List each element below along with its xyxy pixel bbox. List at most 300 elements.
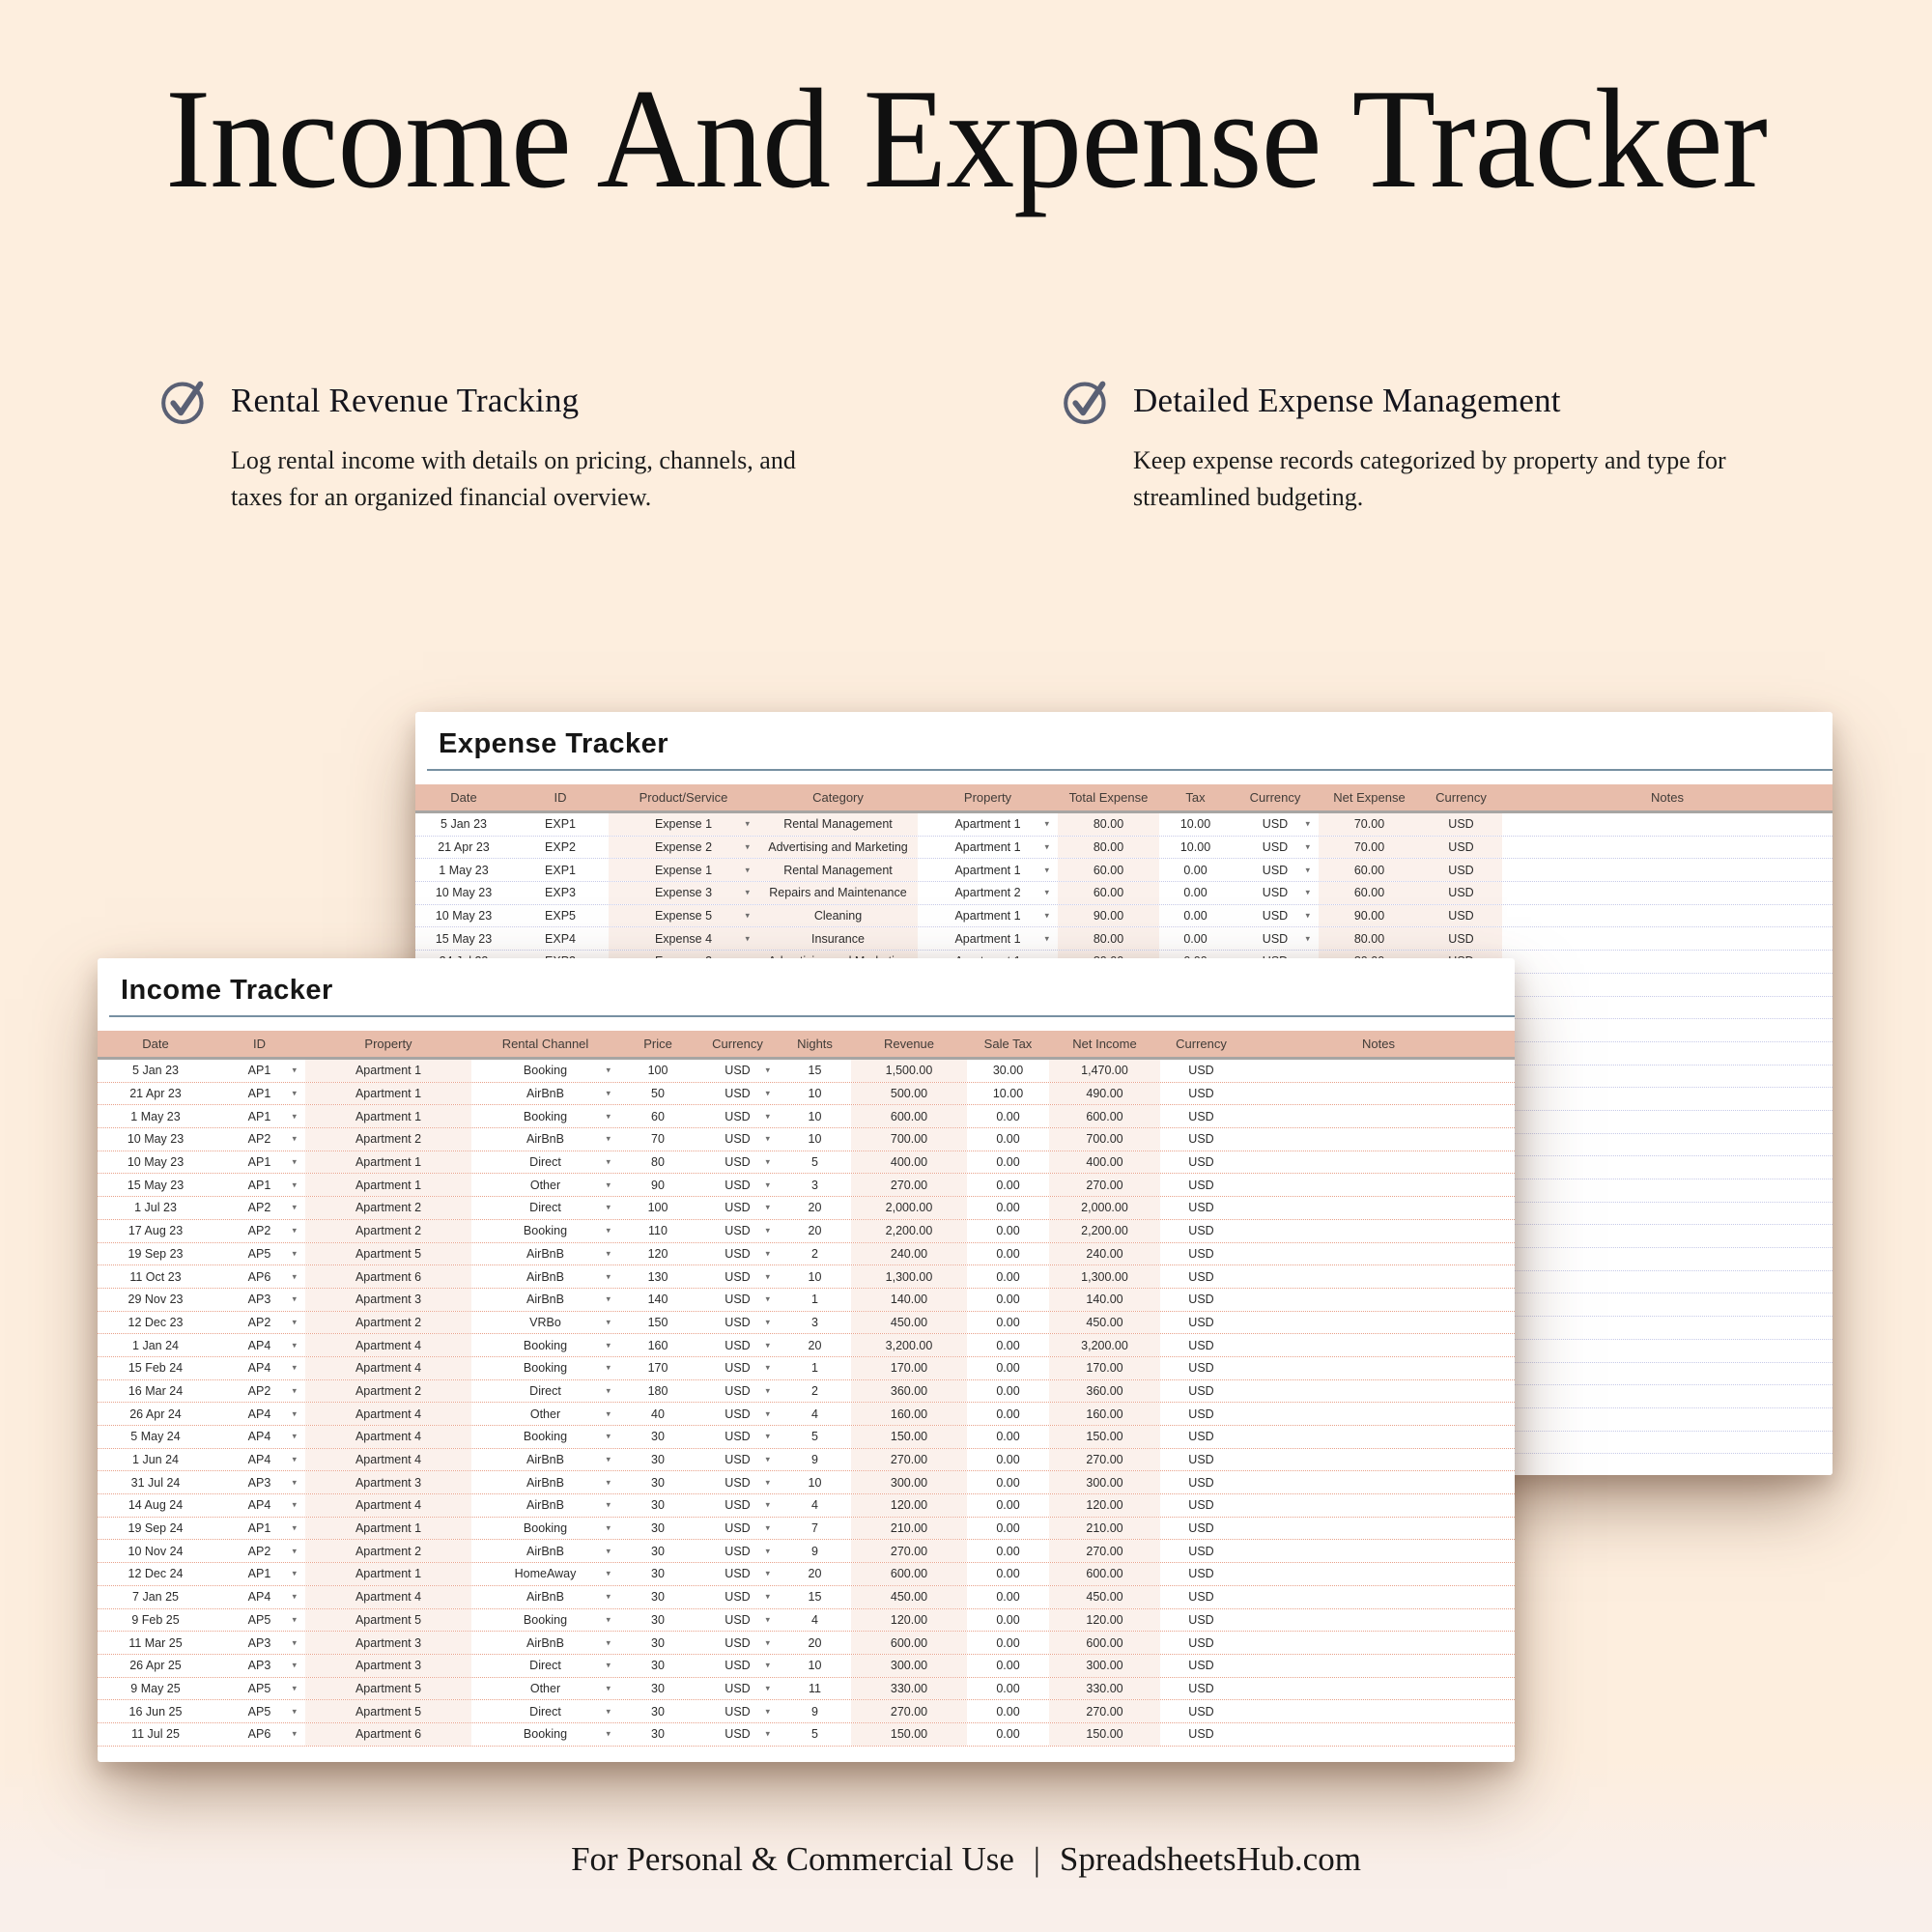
- table-cell: [619, 1243, 696, 1265]
- cell-value: 40: [651, 1406, 665, 1421]
- cell-value: Booking: [523, 1521, 568, 1536]
- dropdown-arrow-icon[interactable]: ▾: [292, 1270, 297, 1281]
- table-cell: [1160, 1243, 1242, 1265]
- dropdown-arrow-icon[interactable]: ▾: [606, 1591, 611, 1602]
- cell-value: 0.00: [996, 1246, 1020, 1261]
- cell-value: 2: [811, 1383, 818, 1398]
- cell-value: 0.00: [1183, 931, 1208, 946]
- cell-value: 11 Mar 25: [128, 1635, 183, 1650]
- dropdown-arrow-icon[interactable]: ▾: [606, 1156, 611, 1167]
- cell-value: 270.00: [890, 1544, 928, 1558]
- table-cell: [779, 1357, 851, 1379]
- table-cell: [779, 1334, 851, 1356]
- table-cell: [851, 1151, 967, 1174]
- table-cell: [1049, 1220, 1160, 1242]
- dropdown-arrow-icon[interactable]: ▾: [606, 1111, 611, 1122]
- dropdown-arrow-icon[interactable]: ▾: [765, 1499, 770, 1510]
- cell-value: Apartment 1: [954, 863, 1021, 877]
- cell-value: Direct: [529, 1704, 561, 1719]
- dropdown-arrow-icon[interactable]: ▾: [1305, 818, 1310, 829]
- cell-value: AP3: [247, 1293, 271, 1307]
- cell-value: 0.00: [996, 1155, 1020, 1170]
- table-cell: [213, 1151, 305, 1174]
- table-cell: [967, 1060, 1049, 1082]
- cell-value: AP2: [247, 1383, 271, 1398]
- dropdown-arrow-icon[interactable]: ▾: [765, 1065, 770, 1075]
- cell-value: 130: [647, 1269, 668, 1284]
- table-cell: [1049, 1312, 1160, 1334]
- table-cell: [851, 1586, 967, 1608]
- cell-value: 140.00: [890, 1293, 928, 1307]
- dropdown-arrow-icon[interactable]: ▾: [292, 1179, 297, 1190]
- table-cell: [213, 1678, 305, 1700]
- table-cell: [1242, 1357, 1515, 1379]
- dropdown-arrow-icon[interactable]: ▾: [1305, 841, 1310, 852]
- dropdown-arrow-icon[interactable]: ▾: [292, 1499, 297, 1510]
- dropdown-arrow-icon[interactable]: ▾: [1044, 818, 1049, 829]
- cell-value: 270.00: [1086, 1453, 1123, 1467]
- dropdown-arrow-icon[interactable]: ▾: [765, 1522, 770, 1533]
- dropdown-arrow-icon[interactable]: ▾: [765, 1683, 770, 1693]
- table-cell: [415, 837, 512, 859]
- dropdown-arrow-icon[interactable]: ▾: [606, 1065, 611, 1075]
- table-cell: [1420, 813, 1502, 836]
- table-cell: [1242, 1334, 1515, 1356]
- dropdown-arrow-icon[interactable]: ▾: [765, 1133, 770, 1144]
- dropdown-arrow-icon[interactable]: ▾: [765, 1614, 770, 1625]
- table-cell: [1420, 927, 1502, 950]
- table-cell: [1160, 1174, 1242, 1196]
- dropdown-arrow-icon[interactable]: ▾: [606, 1362, 611, 1373]
- dropdown-arrow-icon[interactable]: ▾: [1044, 887, 1049, 897]
- table-row: [415, 837, 1833, 860]
- dropdown-arrow-icon[interactable]: ▾: [292, 1339, 297, 1350]
- cell-value: 700.00: [1086, 1132, 1123, 1147]
- cell-value: 10.00: [992, 1087, 1024, 1101]
- table-cell: [98, 1380, 213, 1403]
- table-cell: [1160, 1312, 1242, 1334]
- dropdown-arrow-icon[interactable]: ▾: [292, 1683, 297, 1693]
- table-cell: [98, 1128, 213, 1151]
- table-cell: [609, 859, 758, 881]
- dropdown-arrow-icon[interactable]: ▾: [292, 1660, 297, 1670]
- dropdown-arrow-icon[interactable]: ▾: [606, 1248, 611, 1259]
- dropdown-arrow-icon[interactable]: ▾: [765, 1225, 770, 1236]
- dropdown-arrow-icon[interactable]: ▾: [1305, 933, 1310, 944]
- cell-value: 450.00: [1086, 1590, 1123, 1605]
- table-cell: [851, 1083, 967, 1105]
- cell-value: 29 Nov 23: [128, 1293, 184, 1307]
- cell-value: Booking: [523, 1224, 568, 1238]
- dropdown-arrow-icon[interactable]: ▾: [292, 1407, 297, 1418]
- table-cell: [1242, 1083, 1515, 1105]
- table-row: [415, 927, 1833, 951]
- table-row: [98, 1449, 1515, 1472]
- table-cell: [619, 1380, 696, 1403]
- dropdown-arrow-icon[interactable]: ▾: [765, 1362, 770, 1373]
- cell-value: USD: [1188, 1612, 1214, 1627]
- dropdown-arrow-icon[interactable]: ▾: [606, 1407, 611, 1418]
- dropdown-arrow-icon[interactable]: ▾: [292, 1065, 297, 1075]
- dropdown-arrow-icon[interactable]: ▾: [765, 1728, 770, 1739]
- dropdown-arrow-icon[interactable]: ▾: [745, 841, 750, 852]
- dropdown-arrow-icon[interactable]: ▾: [606, 1317, 611, 1327]
- table-cell: [1160, 1357, 1242, 1379]
- cell-value: 20: [808, 1224, 822, 1238]
- dropdown-arrow-icon[interactable]: ▾: [1044, 865, 1049, 875]
- table-cell: [1049, 1060, 1160, 1082]
- cell-value: 9: [811, 1453, 818, 1467]
- table-cell: [851, 1060, 967, 1082]
- footer-site-name: SpreadsheetsHub.com: [1059, 1840, 1361, 1878]
- cell-value: Apartment 4: [355, 1430, 422, 1444]
- dropdown-arrow-icon[interactable]: ▾: [765, 1636, 770, 1647]
- dropdown-arrow-icon[interactable]: ▾: [292, 1477, 297, 1488]
- cell-value: AP4: [247, 1430, 271, 1444]
- dropdown-arrow-icon[interactable]: ▾: [745, 865, 750, 875]
- dropdown-arrow-icon[interactable]: ▾: [606, 1270, 611, 1281]
- dropdown-arrow-icon[interactable]: ▾: [292, 1546, 297, 1556]
- dropdown-arrow-icon[interactable]: ▾: [606, 1728, 611, 1739]
- table-cell: [213, 1563, 305, 1585]
- sheet-title: Income Tracker: [121, 975, 333, 1006]
- table-cell: [967, 1655, 1049, 1677]
- cell-value: 1 May 23: [439, 863, 489, 877]
- dropdown-arrow-icon[interactable]: ▾: [765, 1111, 770, 1122]
- dropdown-arrow-icon[interactable]: ▾: [606, 1133, 611, 1144]
- footer-separator: |: [1033, 1840, 1040, 1878]
- cell-value: 90.00: [1353, 909, 1385, 923]
- table-cell: [471, 1563, 619, 1585]
- cell-value: 360.00: [890, 1383, 928, 1398]
- cell-value: Apartment 6: [355, 1727, 422, 1742]
- table-cell: [305, 1426, 471, 1448]
- cell-value: 5: [811, 1727, 818, 1742]
- cell-value: 30: [651, 1544, 665, 1558]
- cell-value: AirBnB: [526, 1544, 564, 1558]
- cell-value: 90: [651, 1178, 665, 1192]
- dropdown-arrow-icon[interactable]: ▾: [765, 1591, 770, 1602]
- table-cell: [98, 1678, 213, 1700]
- cell-value: 11 Oct 23: [129, 1269, 182, 1284]
- cell-value: 16 Mar 24: [128, 1383, 184, 1398]
- cell-value: USD: [724, 1681, 751, 1695]
- dropdown-arrow-icon[interactable]: ▾: [765, 1088, 770, 1098]
- cell-value: Apartment 5: [355, 1681, 422, 1695]
- table-cell: [967, 1700, 1049, 1722]
- dropdown-arrow-icon[interactable]: ▾: [745, 933, 750, 944]
- table-cell: [619, 1678, 696, 1700]
- dropdown-arrow-icon[interactable]: ▾: [292, 1522, 297, 1533]
- table-cell: [471, 1632, 619, 1654]
- table-cell: [305, 1609, 471, 1632]
- cell-value: USD: [1188, 1681, 1214, 1695]
- dropdown-arrow-icon[interactable]: ▾: [606, 1705, 611, 1716]
- table-cell: [967, 1380, 1049, 1403]
- table-cell: [1502, 927, 1833, 950]
- table-cell: [471, 1174, 619, 1196]
- cell-value: 180: [647, 1383, 668, 1398]
- cell-value: 3,200.00: [885, 1338, 933, 1352]
- dropdown-arrow-icon[interactable]: ▾: [1044, 841, 1049, 852]
- table-cell: [305, 1197, 471, 1219]
- dropdown-arrow-icon[interactable]: ▾: [765, 1431, 770, 1441]
- dropdown-arrow-icon[interactable]: ▾: [765, 1339, 770, 1350]
- dropdown-arrow-icon[interactable]: ▾: [606, 1431, 611, 1441]
- table-cell: [98, 1655, 213, 1677]
- table-cell: [1160, 1678, 1242, 1700]
- table-cell: [1049, 1518, 1160, 1540]
- dropdown-arrow-icon[interactable]: ▾: [606, 1454, 611, 1464]
- table-cell: [1049, 1265, 1160, 1288]
- table-cell: [471, 1083, 619, 1105]
- cell-value: 5 Jan 23: [132, 1064, 179, 1078]
- dropdown-arrow-icon[interactable]: ▾: [606, 1660, 611, 1670]
- cell-value: 60.00: [1353, 863, 1385, 877]
- cell-value: AirBnB: [526, 1635, 564, 1650]
- cell-value: 10: [808, 1269, 822, 1284]
- table-cell: [696, 1151, 779, 1174]
- dropdown-arrow-icon[interactable]: ▾: [1044, 933, 1049, 944]
- dropdown-arrow-icon[interactable]: ▾: [765, 1202, 770, 1212]
- cell-value: 600.00: [890, 1635, 928, 1650]
- dropdown-arrow-icon[interactable]: ▾: [292, 1088, 297, 1098]
- dropdown-arrow-icon[interactable]: ▾: [292, 1156, 297, 1167]
- table-cell: [98, 1151, 213, 1174]
- cell-value: 17 Aug 23: [128, 1224, 184, 1238]
- dropdown-arrow-icon[interactable]: ▾: [606, 1477, 611, 1488]
- dropdown-arrow-icon[interactable]: ▾: [606, 1088, 611, 1098]
- dropdown-arrow-icon[interactable]: ▾: [606, 1339, 611, 1350]
- table-cell: [696, 1334, 779, 1356]
- dropdown-arrow-icon[interactable]: ▾: [606, 1683, 611, 1693]
- table-cell: [779, 1563, 851, 1585]
- table-cell: [305, 1518, 471, 1540]
- table-cell: [967, 1540, 1049, 1562]
- table-cell: [967, 1518, 1049, 1540]
- cell-value: Apartment 1: [954, 931, 1021, 946]
- table-row: [98, 1563, 1515, 1586]
- dropdown-arrow-icon[interactable]: ▾: [745, 910, 750, 921]
- dropdown-arrow-icon[interactable]: ▾: [606, 1225, 611, 1236]
- dropdown-arrow-icon[interactable]: ▾: [765, 1660, 770, 1670]
- cell-value: 0.00: [996, 1406, 1020, 1421]
- cell-value: Expense 1: [654, 817, 713, 832]
- cell-value: 2,000.00: [1081, 1201, 1128, 1215]
- table-cell: [1502, 813, 1833, 836]
- dropdown-arrow-icon[interactable]: ▾: [765, 1156, 770, 1167]
- table-cell: [305, 1174, 471, 1196]
- dropdown-arrow-icon[interactable]: ▾: [292, 1568, 297, 1578]
- dropdown-arrow-icon[interactable]: ▾: [292, 1636, 297, 1647]
- cell-value: AP3: [247, 1659, 271, 1673]
- table-row: [98, 1128, 1515, 1151]
- dropdown-arrow-icon[interactable]: ▾: [292, 1728, 297, 1739]
- table-cell: [696, 1655, 779, 1677]
- dropdown-arrow-icon[interactable]: ▾: [1305, 865, 1310, 875]
- cell-value: 0.00: [996, 1475, 1020, 1490]
- dropdown-arrow-icon[interactable]: ▾: [292, 1454, 297, 1464]
- table-cell: [696, 1632, 779, 1654]
- dropdown-arrow-icon[interactable]: ▾: [292, 1317, 297, 1327]
- table-cell: [213, 1632, 305, 1654]
- cell-value: 0.00: [996, 1544, 1020, 1558]
- dropdown-arrow-icon[interactable]: ▾: [292, 1362, 297, 1373]
- table-cell: [1160, 1334, 1242, 1356]
- table-cell: [1242, 1220, 1515, 1242]
- cell-value: USD: [724, 1383, 751, 1398]
- table-cell: [213, 1334, 305, 1356]
- table-cell: [609, 882, 758, 904]
- table-cell: [1049, 1289, 1160, 1311]
- table-cell: [213, 1060, 305, 1082]
- dropdown-arrow-icon[interactable]: ▾: [292, 1225, 297, 1236]
- cell-value: 5 Jan 23: [440, 817, 487, 832]
- table-cell: [471, 1380, 619, 1403]
- cell-value: 5: [811, 1155, 818, 1170]
- column-header: Currency: [712, 1037, 763, 1051]
- dropdown-arrow-icon[interactable]: ▾: [765, 1179, 770, 1190]
- dropdown-arrow-icon[interactable]: ▾: [765, 1248, 770, 1259]
- dropdown-arrow-icon[interactable]: ▾: [606, 1546, 611, 1556]
- cell-value: 16 Jun 25: [128, 1704, 183, 1719]
- table-cell: [213, 1357, 305, 1379]
- table-cell: [619, 1312, 696, 1334]
- table-cell: [471, 1586, 619, 1608]
- table-cell: [213, 1128, 305, 1151]
- dropdown-arrow-icon[interactable]: ▾: [765, 1385, 770, 1396]
- column-header: ID: [554, 790, 567, 805]
- dropdown-arrow-icon[interactable]: ▾: [606, 1636, 611, 1647]
- table-cell: [779, 1586, 851, 1608]
- dropdown-arrow-icon[interactable]: ▾: [606, 1179, 611, 1190]
- table-cell: [1159, 882, 1232, 904]
- cell-value: 20: [808, 1338, 822, 1352]
- cell-value: 490.00: [1086, 1087, 1123, 1101]
- dropdown-arrow-icon[interactable]: ▾: [292, 1705, 297, 1716]
- cell-value: USD: [724, 1475, 751, 1490]
- column-header: Nights: [797, 1037, 833, 1051]
- table-cell: [213, 1174, 305, 1196]
- dropdown-arrow-icon[interactable]: ▾: [606, 1202, 611, 1212]
- cell-value: USD: [724, 1224, 751, 1238]
- table-cell: [1502, 951, 1833, 973]
- table-cell: [471, 1518, 619, 1540]
- cell-value: Other: [529, 1406, 561, 1421]
- dropdown-arrow-icon[interactable]: ▾: [292, 1111, 297, 1122]
- table-cell: [619, 1174, 696, 1196]
- table-cell: [1160, 1060, 1242, 1082]
- table-cell: [851, 1723, 967, 1746]
- dropdown-arrow-icon[interactable]: ▾: [292, 1431, 297, 1441]
- dropdown-arrow-icon[interactable]: ▾: [1305, 910, 1310, 921]
- cell-value: 31 Jul 24: [130, 1475, 181, 1490]
- dropdown-arrow-icon[interactable]: ▾: [292, 1614, 297, 1625]
- cell-value: 15: [808, 1590, 822, 1605]
- cell-value: 11 Jul 25: [131, 1727, 180, 1742]
- dropdown-arrow-icon[interactable]: ▾: [292, 1293, 297, 1304]
- dropdown-arrow-icon[interactable]: ▾: [606, 1293, 611, 1304]
- cell-value: 400.00: [1086, 1155, 1123, 1170]
- table-cell: [696, 1289, 779, 1311]
- dropdown-arrow-icon[interactable]: ▾: [292, 1133, 297, 1144]
- cell-value: AP5: [247, 1612, 271, 1627]
- cell-value: 11: [809, 1681, 821, 1695]
- table-cell: [305, 1655, 471, 1677]
- table-cell: [1502, 837, 1833, 859]
- cell-value: 12 Dec 23: [128, 1315, 184, 1329]
- cell-value: USD: [724, 1659, 751, 1673]
- cell-value: 0.00: [996, 1132, 1020, 1147]
- dropdown-arrow-icon[interactable]: ▾: [765, 1454, 770, 1464]
- table-cell: [1159, 905, 1232, 927]
- dropdown-arrow-icon[interactable]: ▾: [765, 1293, 770, 1304]
- cell-value: USD: [1188, 1087, 1214, 1101]
- dropdown-arrow-icon[interactable]: ▾: [606, 1385, 611, 1396]
- table-cell: [512, 905, 609, 927]
- cell-value: USD: [724, 1430, 751, 1444]
- cell-value: 2,200.00: [1081, 1224, 1128, 1238]
- cell-value: AP1: [247, 1521, 271, 1536]
- cell-value: USD: [1188, 1338, 1214, 1352]
- table-cell: [758, 837, 918, 859]
- dropdown-arrow-icon[interactable]: ▾: [606, 1614, 611, 1625]
- table-cell: [696, 1128, 779, 1151]
- dropdown-arrow-icon[interactable]: ▾: [765, 1317, 770, 1327]
- cell-value: USD: [724, 1064, 751, 1078]
- table-cell: [1160, 1518, 1242, 1540]
- table-cell: [1160, 1380, 1242, 1403]
- table-cell: [471, 1060, 619, 1082]
- table-cell: [696, 1357, 779, 1379]
- cell-value: 500.00: [890, 1087, 928, 1101]
- dropdown-arrow-icon[interactable]: ▾: [606, 1499, 611, 1510]
- dropdown-arrow-icon[interactable]: ▾: [745, 818, 750, 829]
- table-cell: [213, 1723, 305, 1746]
- table-row: [98, 1357, 1515, 1380]
- dropdown-arrow-icon[interactable]: ▾: [606, 1568, 611, 1578]
- cell-value: 1,300.00: [1081, 1269, 1128, 1284]
- dropdown-arrow-icon[interactable]: ▾: [765, 1407, 770, 1418]
- dropdown-arrow-icon[interactable]: ▾: [765, 1568, 770, 1578]
- dropdown-arrow-icon[interactable]: ▾: [765, 1546, 770, 1556]
- dropdown-arrow-icon[interactable]: ▾: [292, 1591, 297, 1602]
- table-cell: [305, 1128, 471, 1151]
- dropdown-arrow-icon[interactable]: ▾: [292, 1248, 297, 1259]
- cell-value: USD: [1188, 1567, 1214, 1581]
- table-cell: [471, 1655, 619, 1677]
- cell-value: Expense 1: [654, 863, 713, 877]
- table-row: [98, 1540, 1515, 1563]
- dropdown-arrow-icon[interactable]: ▾: [1044, 910, 1049, 921]
- cell-value: 15 May 23: [435, 931, 493, 946]
- cell-value: EXP4: [545, 931, 576, 946]
- dropdown-arrow-icon[interactable]: ▾: [765, 1270, 770, 1281]
- dropdown-arrow-icon[interactable]: ▾: [1305, 887, 1310, 897]
- cell-value: 160.00: [1086, 1406, 1123, 1421]
- dropdown-arrow-icon[interactable]: ▾: [292, 1202, 297, 1212]
- dropdown-arrow-icon[interactable]: ▾: [606, 1522, 611, 1533]
- dropdown-arrow-icon[interactable]: ▾: [292, 1385, 297, 1396]
- table-cell: [471, 1609, 619, 1632]
- cell-value: USD: [1188, 1201, 1214, 1215]
- dropdown-arrow-icon[interactable]: ▾: [765, 1705, 770, 1716]
- cell-value: Apartment 4: [355, 1453, 422, 1467]
- table-cell: [918, 837, 1058, 859]
- column-header: Currency: [1435, 790, 1487, 805]
- dropdown-arrow-icon[interactable]: ▾: [765, 1477, 770, 1488]
- dropdown-arrow-icon[interactable]: ▾: [745, 887, 750, 897]
